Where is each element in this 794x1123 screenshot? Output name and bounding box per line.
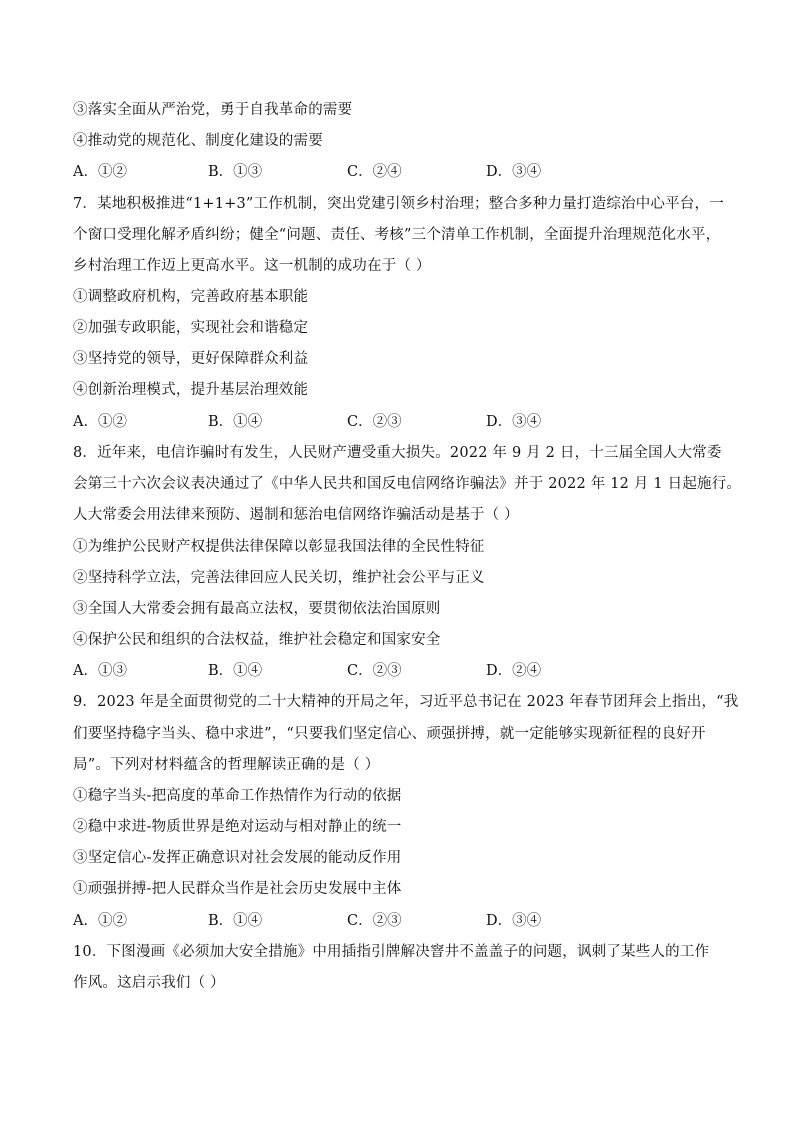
q9-item-2: ②稳中求进-物质世界是绝对运动与相对静止的统一 — [73, 819, 402, 835]
q7-option-a[interactable]: A．①② — [73, 414, 127, 430]
q9-option-b[interactable]: B．①④ — [208, 913, 263, 929]
q9-options — [73, 911, 673, 931]
q9-option-c[interactable]: C．②③ — [347, 913, 402, 929]
q10-stem-line-2: 作风。这启示我们（ ） — [73, 975, 225, 991]
q6-options — [73, 162, 673, 182]
q7-option-d[interactable]: D．③④ — [486, 414, 542, 430]
q8-option-a[interactable]: A．①③ — [73, 663, 127, 679]
q8-option-d[interactable]: D．②④ — [486, 663, 542, 679]
q8-item-2: ②坚持科学立法，完善法律回应人民关切，维护社会公平与正义 — [73, 570, 485, 586]
q9-stem-line-3: 局”。下列对材料蕴含的哲理解读正确的是（ ） — [73, 757, 380, 773]
q8-item-1: ①为维护公民财产权提供法律保障以彰显我国法律的全民性特征 — [73, 539, 485, 555]
q9-stem-line-1: 9．2023 年是全面贯彻党的二十大精神的开局之年，习近平总书记在 2023 年春节团拜会上指出，“我 — [73, 694, 739, 710]
q8-item-4: ④保护公民和组织的合法权益，维护社会稳定和国家安全 — [73, 632, 441, 648]
q7-item-4: ④创新治理模式，提升基层治理效能 — [73, 382, 309, 398]
q6-option-c[interactable]: C．②④ — [347, 164, 402, 180]
q7-options — [73, 412, 673, 432]
q7-option-c[interactable]: C．②③ — [347, 414, 402, 430]
q9-option-d[interactable]: D．③④ — [486, 913, 542, 929]
q7-stem-line-3: 乡村治理工作迈上更高水平。这一机制的成功在于（ ） — [73, 258, 431, 274]
q8-item-3: ③全国人大常委会拥有最高立法权，要贯彻依法治国原则 — [73, 601, 441, 617]
q8-option-b[interactable]: B．①④ — [208, 663, 263, 679]
q9-stem-line-2: 们要坚持稳字当头、稳中求进”，“只要我们坚定信心、顽强拼搏，就一定能够实现新征程的良好开 — [73, 726, 706, 742]
q6-item-3: ③落实全面从严治党，勇于自我革命的需要 — [73, 102, 353, 118]
q6-item-4: ④推动党的规范化、制度化建设的需要 — [73, 133, 323, 149]
q8-stem-line-2: 会第三十六次会议表决通过了《中华人民共和国反电信网络诈骗法》并于 2022 年 12 月 1 日起施行。 — [73, 476, 742, 492]
q7-item-2: ②加强专政职能，实现社会和谐稳定 — [73, 320, 309, 336]
q8-stem-line-1: 8．近年来，电信诈骗时有发生，人民财产遭受重大损失。2022 年 9 月 2 日，十三届全国人大常委 — [73, 445, 722, 461]
q7-stem-line-1: 7．某地积极推进“1+1+3”工作机制，突出党建引领乡村治理；整合多种力量打造综治中心平台，一 — [73, 196, 724, 212]
q8-stem-line-3: 人大常委会用法律来预防、遏制和惩治电信网络诈骗活动是基于（ ） — [73, 507, 519, 523]
q7-option-b[interactable]: B．①④ — [208, 414, 263, 430]
q6-option-a[interactable]: A．①② — [73, 164, 127, 180]
q7-item-3: ③坚持党的领导，更好保障群众利益 — [73, 351, 309, 367]
q7-item-1: ①调整政府机构，完善政府基本职能 — [73, 289, 309, 305]
q9-item-3: ③坚定信心-发挥正确意识对社会发展的能动反作用 — [73, 850, 402, 866]
q6-option-b[interactable]: B．①③ — [208, 164, 263, 180]
q6-option-d[interactable]: D．③④ — [486, 164, 542, 180]
q9-option-a[interactable]: A．①② — [73, 913, 127, 929]
q8-option-c[interactable]: C．②③ — [347, 663, 402, 679]
q9-item-1: ①稳字当头-把高度的革命工作热情作为行动的依据 — [73, 788, 402, 804]
q8-options — [73, 661, 673, 681]
q10-stem-line-1: 10．下图漫画《必须加大安全措施》中用插指引牌解决窨井不盖盖子的问题，讽刺了某些人的工作 — [73, 944, 710, 960]
q7-stem-line-2: 个窗口受理化解矛盾纠纷；健全“问题、责任、考核”三个清单工作机制，全面提升治理规范化水平， — [73, 227, 721, 243]
q9-item-4: ①顽强拼搏-把人民群众当作是社会历史发展中主体 — [73, 881, 402, 897]
